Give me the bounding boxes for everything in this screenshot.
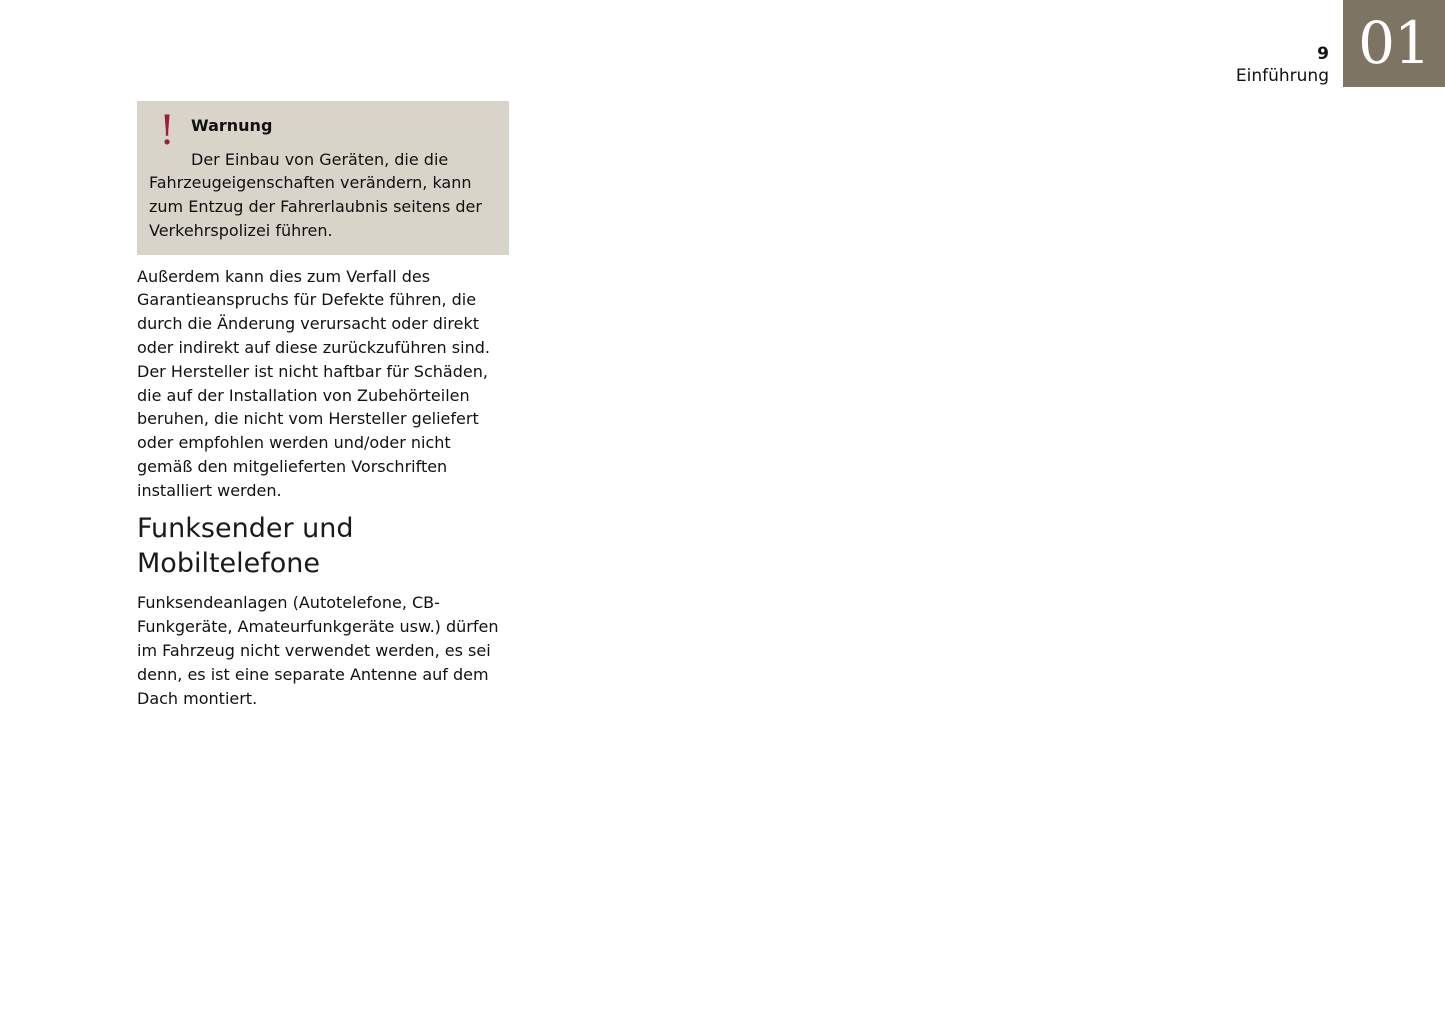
content-column <box>137 101 509 710</box>
page-number: 9 <box>1317 44 1329 64</box>
chapter-tab: 01 <box>1343 0 1445 87</box>
section-heading: Funksender und Mobiltelefone <box>137 513 354 580</box>
body-paragraph: Außerdem kann dies zum Verfall des Garantieanspruchs für Defekte führen, die durch die Änderung verursacht oder direkt oder indirekt auf diese zurückzuführen sind. Der Hersteller ist nicht haftbar für Schäden, die auf der Installation von Zubehörteilen beruhen, die nicht vom Hersteller geliefert oder empfohlen werden und/oder nicht gemäß den mitgelieferten Vorschriften installiert werden. <box>137 266 490 500</box>
exclamation-icon: ! <box>159 108 176 154</box>
section-name: Einführung <box>1235 66 1329 86</box>
warning-text: Der Einbau von Geräten, die die Fahrzeugeigenschaften verändern, kann zum Entzug der Fahrerlaubnis seitens der Verkehrspolizei führen. <box>149 149 482 240</box>
body-paragraph-2: Funksendeanlagen (Autotelefone, CB-Funkgeräte, Amateurfunkgeräte usw.) dürfen im Fahrzeug nicht verwendet werden, es sei denn, es ist eine separate Antenne auf dem Dach montiert. <box>137 593 499 708</box>
warning-box <box>137 101 509 255</box>
warning-title: Warnung <box>191 116 273 135</box>
